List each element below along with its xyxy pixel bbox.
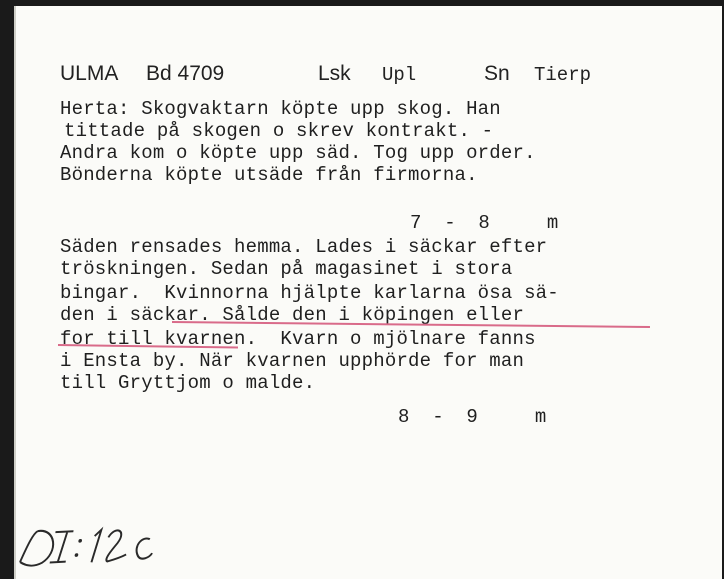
text-line: tittade på skogen o skrev kontrakt. -	[64, 120, 494, 142]
handwritten-signum-drawing	[11, 516, 177, 575]
card-header	[60, 62, 680, 92]
volume-number: Bd 4709	[146, 62, 225, 85]
text-line: tröskningen. Sedan på magasinet i stora	[60, 258, 513, 280]
text-line: Andra kom o köpte upp säd. Tog upp order.	[60, 142, 536, 164]
page-reference: 8 - 9 m	[398, 406, 547, 428]
text-line: till Gryttjom o malde.	[60, 372, 316, 394]
landskap-label: Lsk	[318, 62, 351, 85]
archive-name: ULMA	[60, 62, 119, 85]
text-line: bingar. Kvinnorna hjälpte karlarna ösa sä-	[60, 282, 559, 304]
page-reference: 7 - 8 m	[410, 212, 559, 234]
text-line: den i säckar. Sålde den i köpingen eller	[60, 304, 525, 326]
text-line: Bönderna köpte utsäde från firmorna.	[60, 164, 478, 186]
socken-label: Sn	[484, 62, 510, 85]
landskap-value: Upl	[382, 64, 417, 86]
socken-value: Tierp	[534, 64, 592, 86]
text-line: i Ensta by. När kvarnen upphörde for man	[60, 350, 525, 372]
text-line: Säden rensades hemma. Lades i säckar efter	[60, 236, 548, 258]
text-line: for till kvarnen. Kvarn o mjölnare fanns	[60, 328, 536, 350]
text-line: Herta: Skogvaktarn köpte upp skog. Han	[60, 98, 501, 120]
